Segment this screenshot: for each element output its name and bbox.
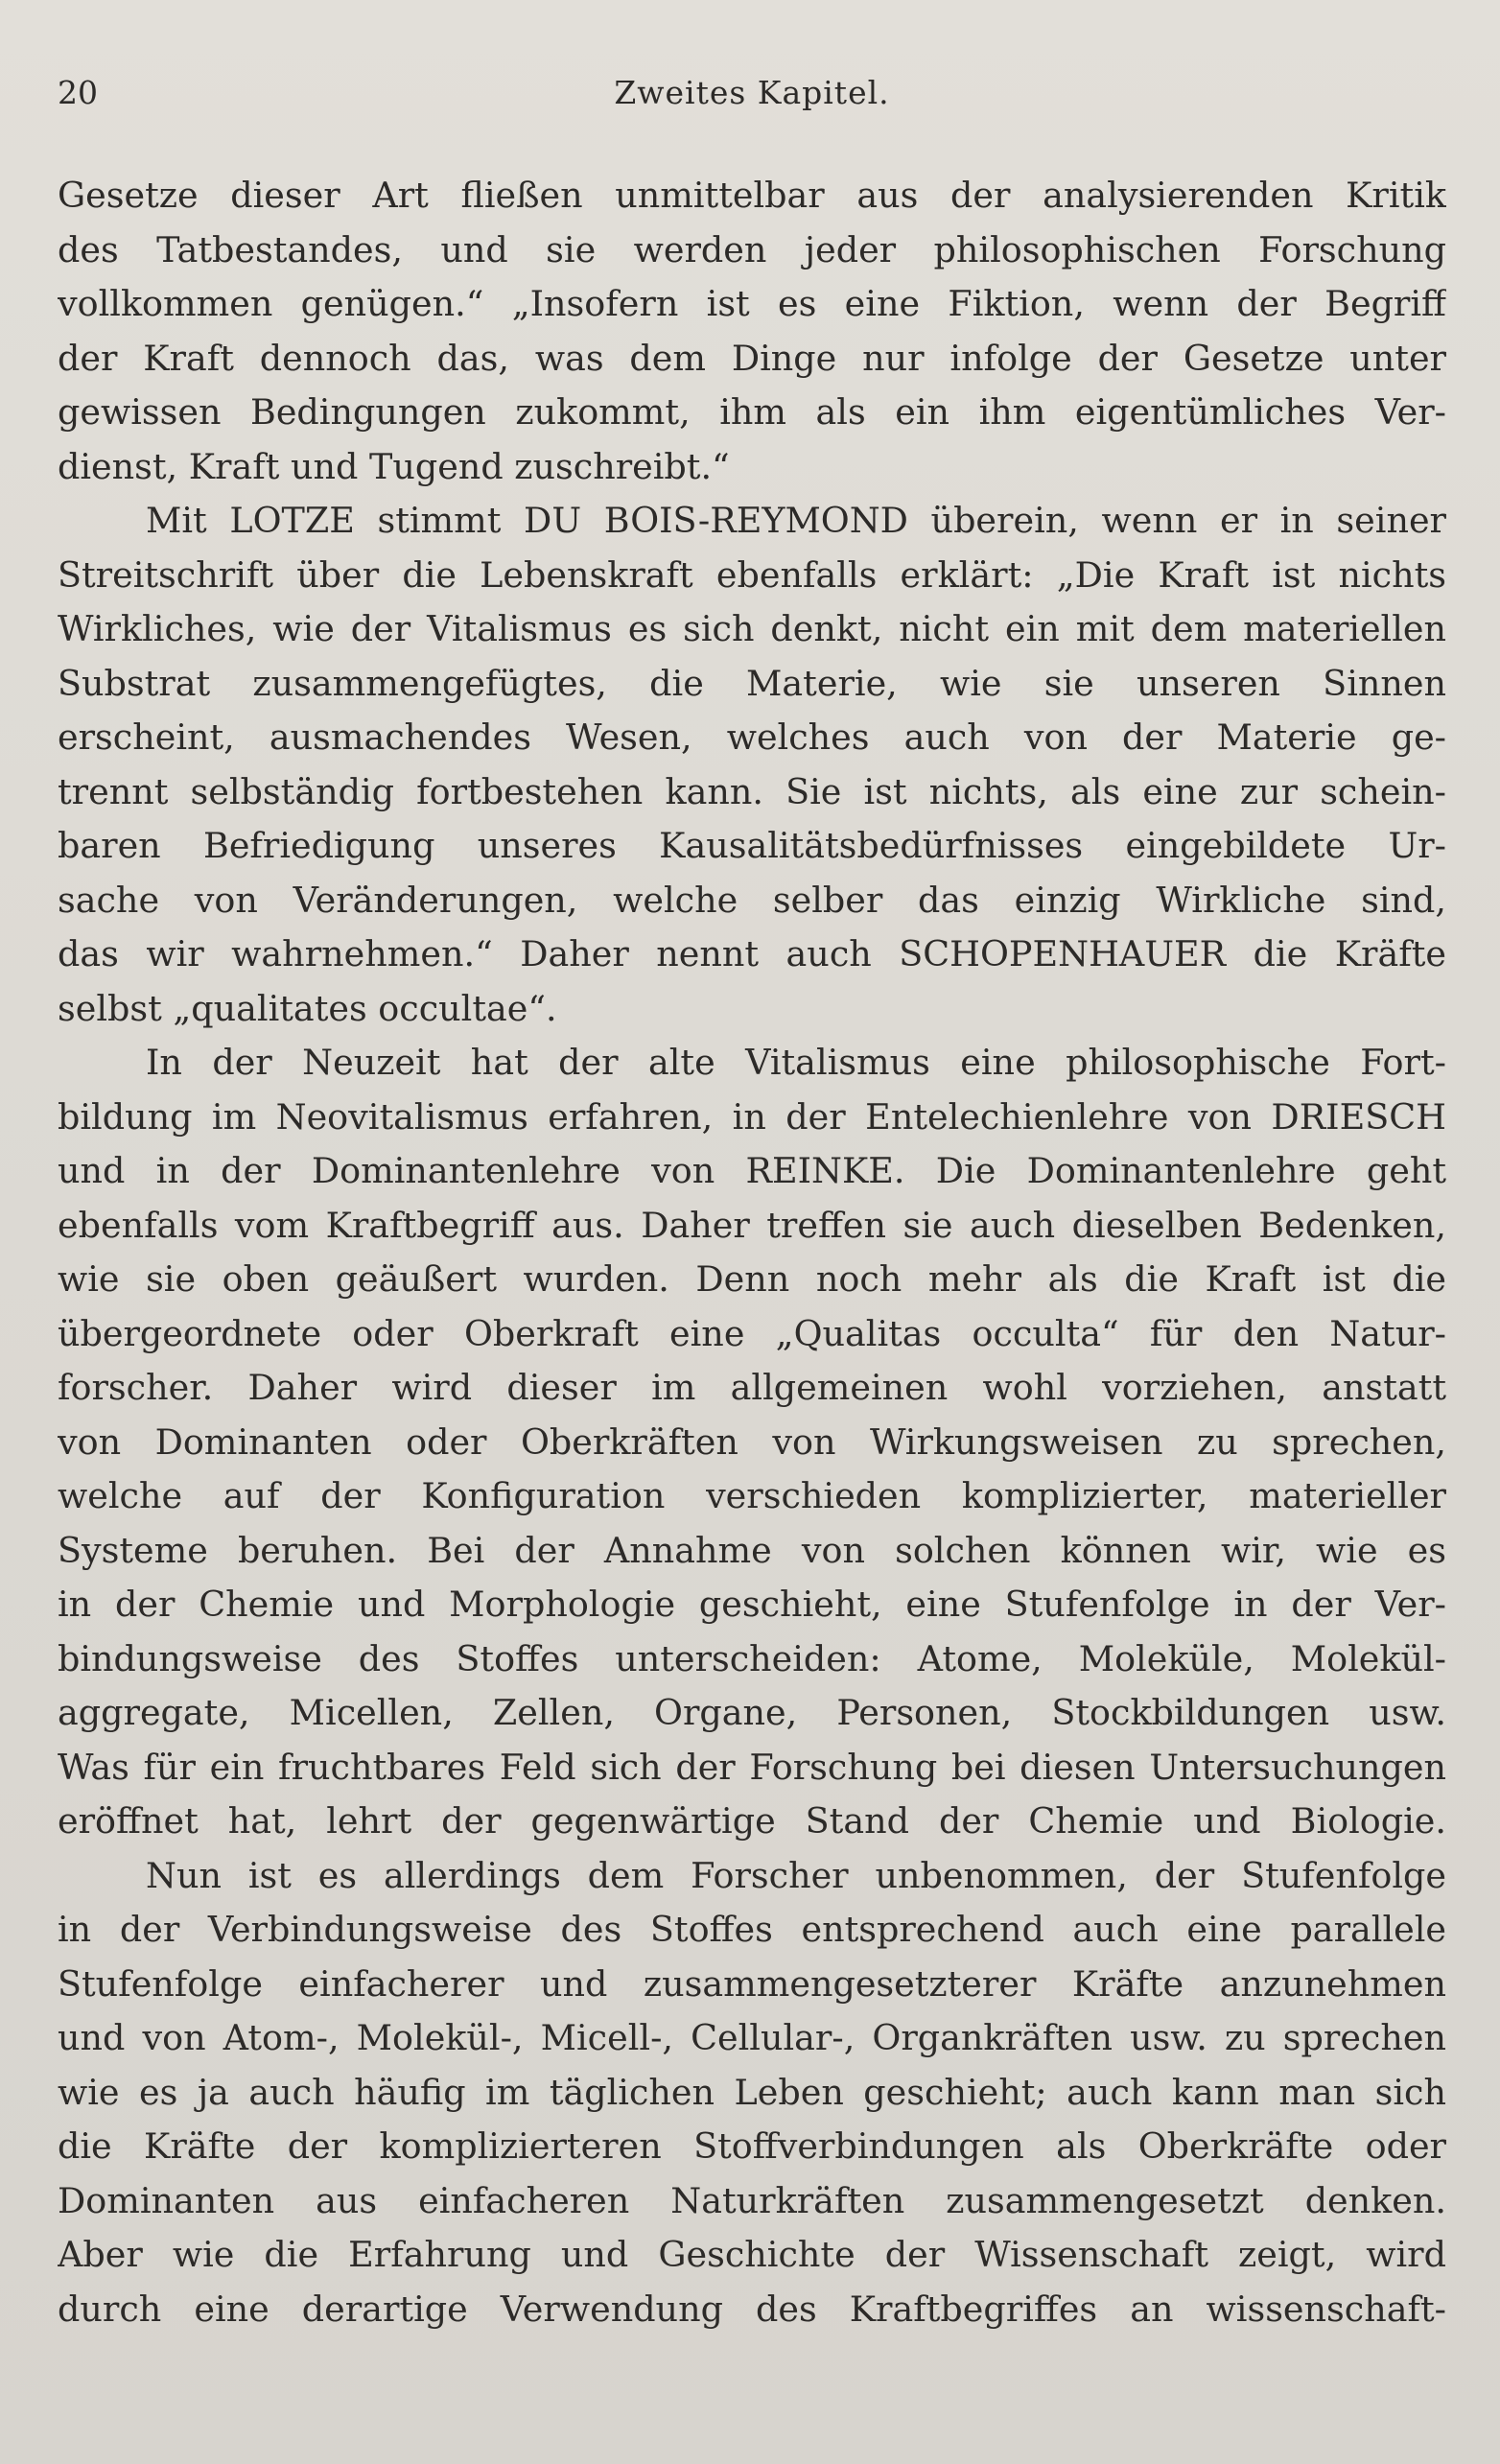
text-line: von Dominanten oder Oberkräften von Wirkungsweisen zu sprechen, — [58, 1420, 1446, 1463]
text-line: dienst, Kraft und Tugend zuschreibt.“ — [58, 445, 730, 487]
text-line: das wir wahrnehmen.“ Daher nennt auch SCHOPENHAUER die Kräfte — [58, 933, 1446, 974]
running-head: Zweites Kapitel. — [614, 74, 890, 111]
text-line: Dominanten aus einfacheren Naturkräften zusammengesetzt denken. — [58, 2179, 1446, 2221]
text-line: und in der Dominantenlehre von REINKE. Die Dominantenlehre geht — [58, 1150, 1446, 1191]
text-line: gewissen Bedingungen zukommt, ihm als ein ihm eigentümliches Ver- — [58, 391, 1446, 433]
text-line: wie es ja auch häufig im täglichen Leben geschieht; auch kann man sich — [58, 2071, 1446, 2113]
text-line: bindungsweise des Stoffes unterscheiden: Atome, Moleküle, Molekül- — [58, 1637, 1446, 1679]
text-line: sache von Veränderungen, welche selber das einzig Wirkliche sind, — [58, 879, 1446, 921]
text-line: bildung im Neovitalismus erfahren, in der Entelechienlehre von DRIESCH — [58, 1095, 1446, 1138]
text-line: Wirkliches, wie der Vitalismus es sich denkt, nicht ein mit dem materiellen — [58, 608, 1446, 649]
text-line: baren Befriedigung unseres Kausalitätsbedürfnisses eingebildete Ur- — [58, 825, 1446, 866]
body-text — [58, 169, 1446, 2336]
text-line: aggregate, Micellen, Zellen, Organe, Personen, Stockbildungen usw. — [58, 1692, 1446, 1733]
page-header — [58, 69, 1446, 117]
text-line: Systeme beruhen. Bei der Annahme von solchen können wir, wie es — [58, 1529, 1446, 1571]
text-line: Was für ein fruchtbares Feld sich der Forschung bei diesen Untersuchungen — [58, 1746, 1446, 1788]
text-line: und von Atom-, Molekül-, Micell-, Cellular-, Organkräften usw. zu sprechen — [58, 2017, 1446, 2058]
text-line: der Kraft dennoch das, was dem Dinge nur infolge der Gesetze unter — [58, 337, 1446, 379]
text-line: vollkommen genügen.“ „Insofern ist es eine Fiktion, wenn der Begriff — [58, 283, 1446, 324]
text-line: durch eine derartige Verwendung des Kraftbegriffes an wissenschaft- — [58, 2288, 1446, 2330]
text-line: ebenfalls vom Kraftbegriff aus. Daher treffen sie auch dieselben Bedenken, — [58, 1204, 1446, 1246]
text-line: erscheint, ausmachendes Wesen, welches auch von der Materie ge- — [58, 716, 1446, 758]
text-line: selbst „qualitates occultae“. — [58, 987, 557, 1029]
text-line: forscher. Daher wird dieser im allgemeinen wohl vorziehen, anstatt — [58, 1367, 1446, 1408]
text-line: Gesetze dieser Art fließen unmittelbar aus der analysierenden Kritik — [58, 175, 1446, 216]
text-line: in der Verbindungsweise des Stoffes entsprechend auch eine parallele — [58, 1909, 1446, 1950]
text-line: trennt selbständig fortbestehen kann. Sie ist nichts, als eine zur schein- — [58, 770, 1446, 812]
text-line: übergeordnete oder Oberkraft eine „Qualitas occulta“ für den Natur- — [58, 1312, 1446, 1354]
text-line: eröffnet hat, lehrt der gegenwärtige Stand der Chemie und Biologie. — [58, 1800, 1446, 1842]
text-line: wie sie oben geäußert wurden. Denn noch mehr als die Kraft ist die — [58, 1258, 1446, 1300]
text-line: Substrat zusammengefügtes, die Materie, wie sie unseren Sinnen — [58, 662, 1446, 704]
text-line: die Kräfte der komplizierteren Stoffverbindungen als Oberkräfte oder — [58, 2125, 1446, 2167]
text-line: Nun ist es allerdings dem Forscher unbenommen, der Stufenfolge — [146, 1854, 1446, 1896]
page-number: 20 — [58, 74, 98, 111]
text-line: Stufenfolge einfacherer und zusammengesetzterer Kräfte anzunehmen — [58, 1962, 1446, 2005]
text-line: in der Chemie und Morphologie geschieht, eine Stufenfolge in der Ver- — [58, 1584, 1446, 1625]
text-line: welche auf der Konfiguration verschieden komplizierter, materieller — [58, 1475, 1446, 1516]
text-line: Aber wie die Erfahrung und Geschichte der Wissenschaft zeigt, wird — [58, 2234, 1446, 2275]
text-line: Mit LOTZE stimmt DU BOIS-REYMOND überein, wenn er in seiner — [146, 500, 1446, 541]
text-line: des Tatbestandes, und sie werden jeder philosophischen Forschung — [58, 228, 1446, 270]
text-line: In der Neuzeit hat der alte Vitalismus eine philosophische Fort- — [146, 1042, 1446, 1083]
text-line: Streitschrift über die Lebenskraft ebenfalls erklärt: „Die Kraft ist nichts — [58, 553, 1446, 596]
